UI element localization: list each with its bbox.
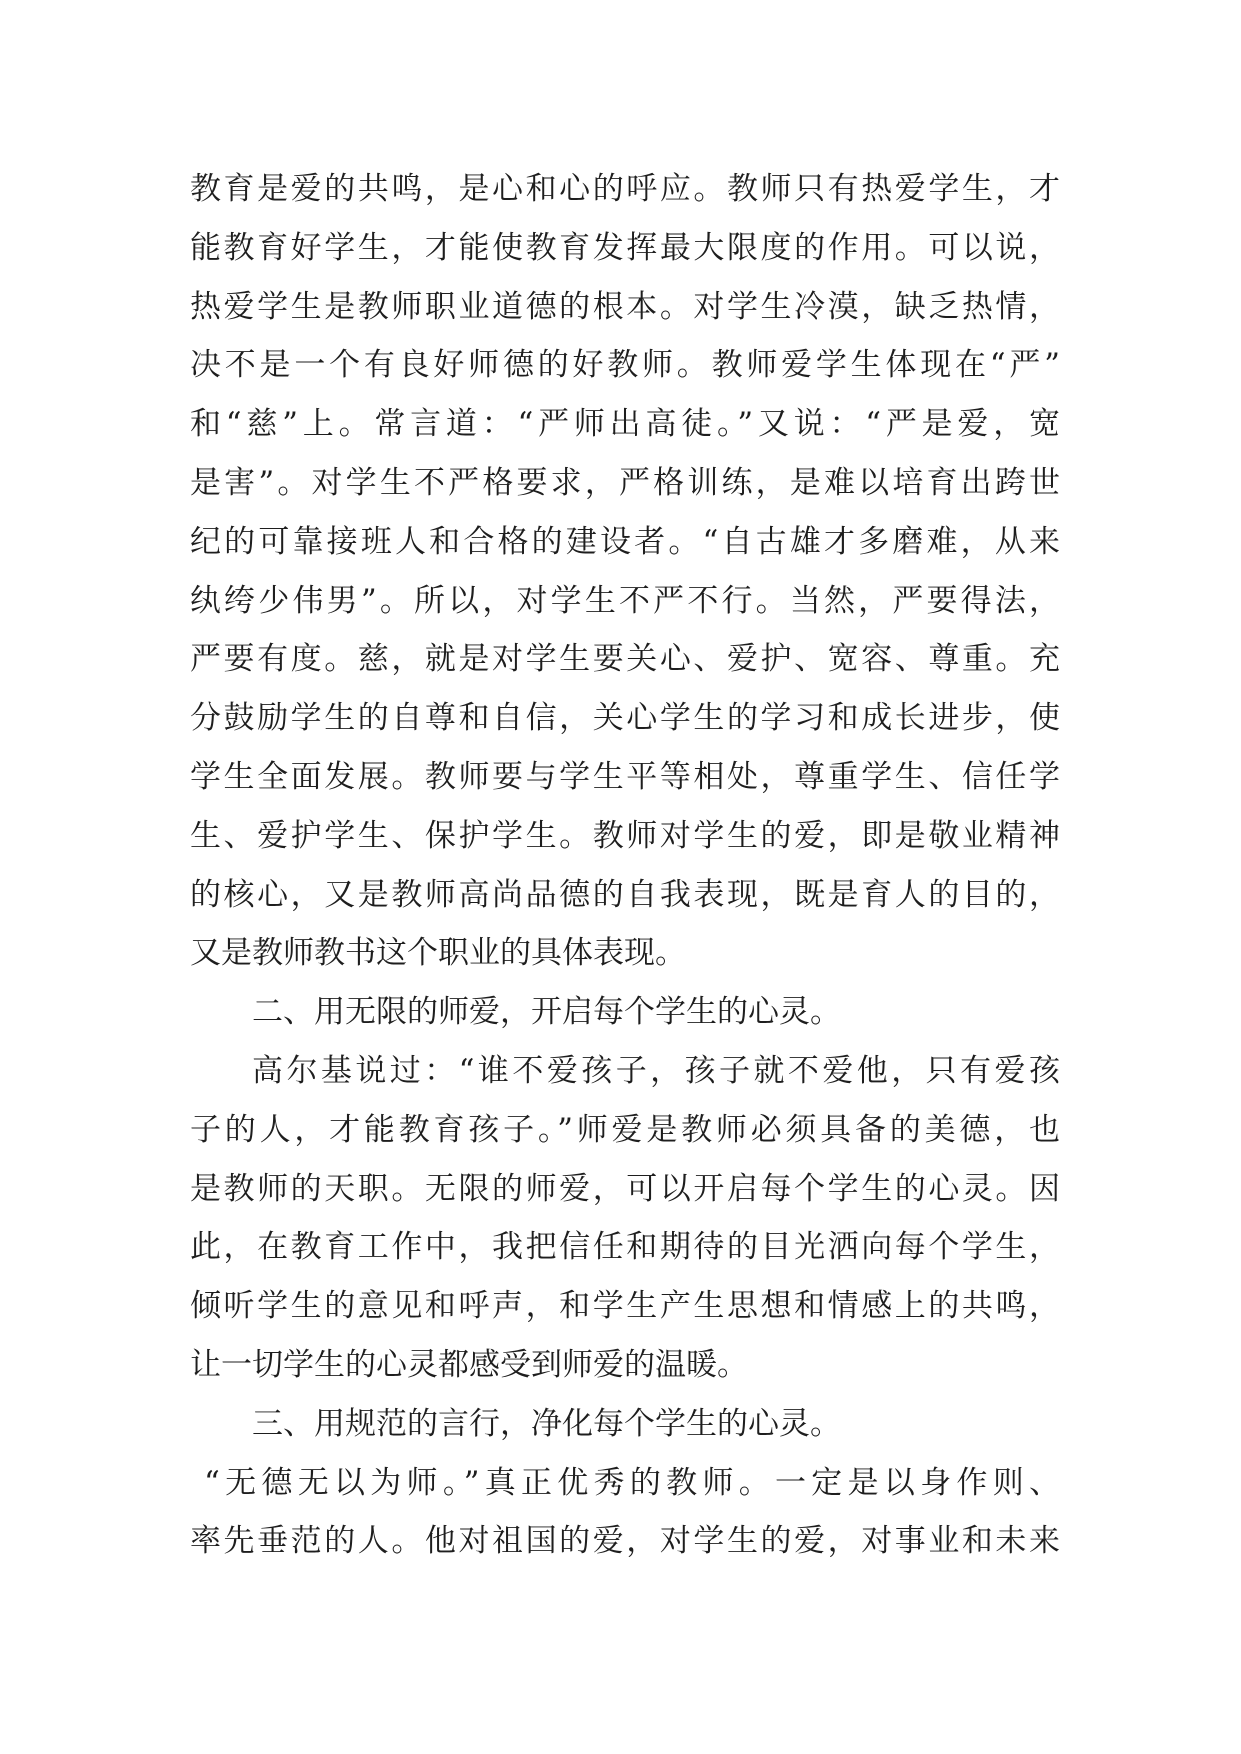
paragraph-virtue bbox=[190, 1454, 1060, 1572]
text-line: 纪的可靠接班人和合格的建设者。“自古雄才多磨难，从来 bbox=[190, 523, 1060, 560]
text-line: 高尔基说过：“谁不爱孩子，孩子就不爱他，只有爱孩 bbox=[252, 1052, 1060, 1089]
text-line: 学生全面发展。教师要与学生平等相处，尊重学生、信任学 bbox=[190, 758, 1060, 795]
section-heading-3 bbox=[190, 1395, 1060, 1454]
text-line: “无德无以为师。”真正优秀的教师。一定是以身作则、 bbox=[204, 1464, 1060, 1501]
text-line: 是教师的天职。无限的师爱，可以开启每个学生的心灵。因 bbox=[190, 1170, 1060, 1207]
text-line: 教育是爱的共鸣，是心和心的呼应。教师只有热爱学生，才 bbox=[190, 171, 1060, 207]
text-line: 和“慈”上。常言道：“严师出高徒。”又说：“严是爱，宽 bbox=[190, 406, 1060, 443]
text-line: 子的人，才能教育孩子。”师爱是教师必须具备的美德，也 bbox=[190, 1111, 1060, 1148]
text-line: 让一切学生的心灵都感受到师爱的温暖。 bbox=[190, 1346, 748, 1383]
text-line: 热爱学生是教师职业道德的根本。对学生冷漠，缺乏热情， bbox=[190, 288, 1060, 325]
text-line: 又是教师教书这个职业的具体表现。 bbox=[190, 935, 686, 972]
text-line: 能教育好学生，才能使教育发挥最大限度的作用。可以说， bbox=[190, 229, 1060, 266]
body-text bbox=[190, 160, 1060, 1571]
text-line: 率先垂范的人。他对祖国的爱，对学生的爱，对事业和未来 bbox=[190, 1523, 1060, 1560]
text-line: 倾听学生的意见和呼声，和学生产生思想和情感上的共鸣， bbox=[190, 1288, 1060, 1325]
paragraph-gorky-quote bbox=[190, 1042, 1060, 1395]
text-line: 纨绔少伟男”。所以，对学生不严不行。当然，严要得法， bbox=[190, 582, 1060, 619]
text-line: 生、爱护学生、保护学生。教师对学生的爱，即是敬业精神 bbox=[190, 817, 1060, 854]
text-line: 此，在教育工作中，我把信任和期待的目光洒向每个学生， bbox=[190, 1229, 1060, 1266]
text-line: 的核心，又是教师高尚品德的自我表现，既是育人的目的， bbox=[190, 876, 1060, 913]
text-line: 是害”。对学生不严格要求，严格训练，是难以培育出跨世 bbox=[190, 464, 1060, 501]
heading-line: 二、用无限的师爱，开启每个学生的心灵。 bbox=[252, 994, 841, 1031]
paragraph-teacher-love bbox=[190, 160, 1060, 983]
text-line: 严要有度。慈，就是对学生要关心、爱护、宽容、尊重。充 bbox=[190, 641, 1060, 678]
heading-line: 三、用规范的言行，净化每个学生的心灵。 bbox=[252, 1405, 841, 1442]
text-line: 决不是一个有良好师德的好教师。教师爱学生体现在“严” bbox=[190, 347, 1060, 384]
section-heading-2 bbox=[190, 983, 1060, 1042]
text-line: 分鼓励学生的自尊和自信，关心学生的学习和成长进步，使 bbox=[190, 700, 1060, 737]
